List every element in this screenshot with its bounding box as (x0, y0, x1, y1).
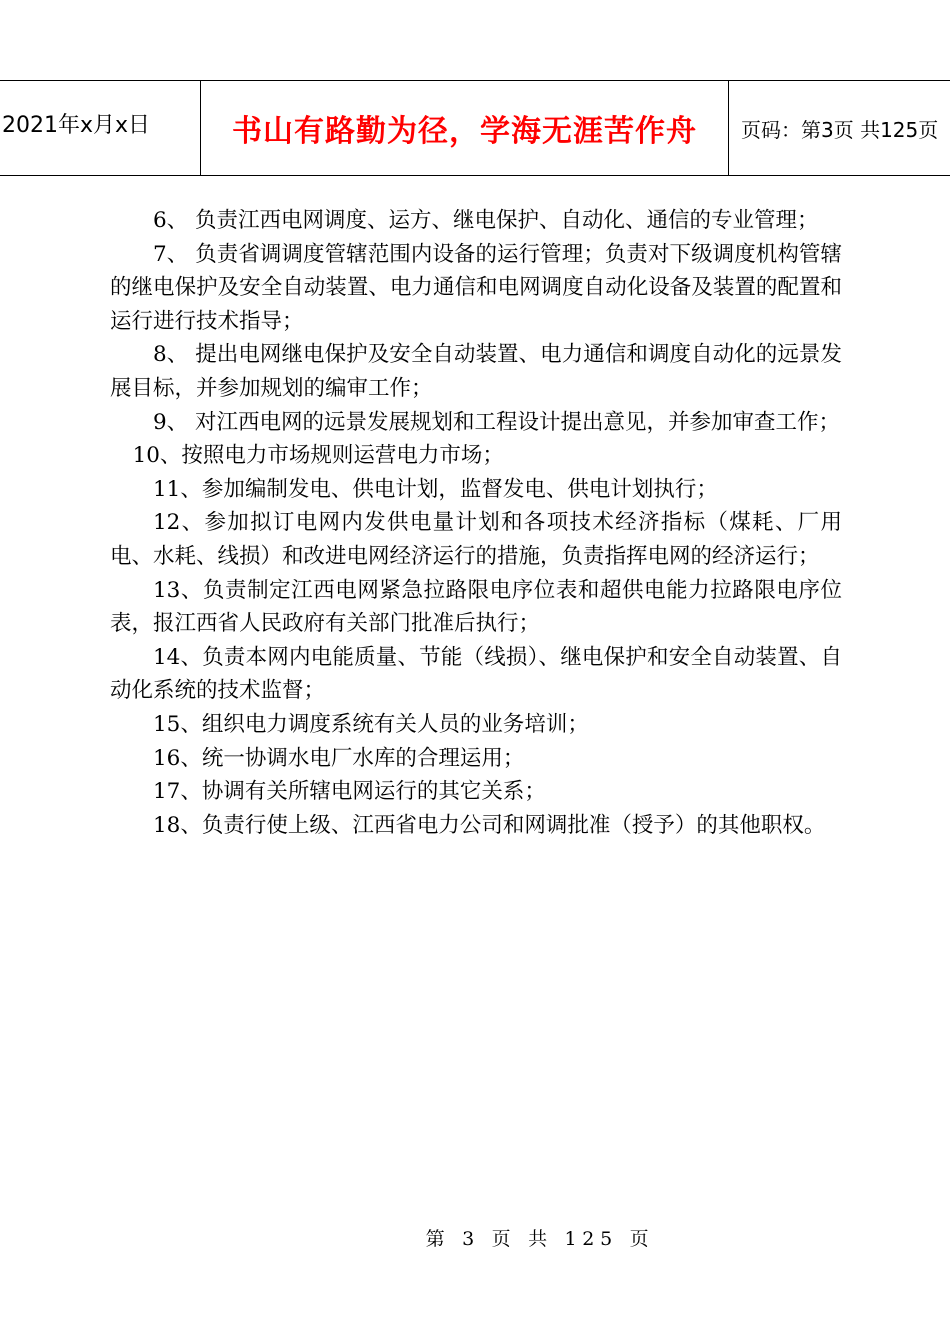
header-motto: 书山有路勤为径，学海无涯苦作舟 (201, 81, 729, 175)
paragraph-9: 9、 对江西电网的远景发展规划和工程设计提出意见，并参加审查工作； (153, 409, 841, 435)
paragraph-8: 8、 提出电网继电保护及安全自动装置、电力通信和调度自动化的远景发展目标，并参加规划的编审工作； (110, 342, 842, 401)
paragraph-10: 10、按照电力市场规则运营电力市场； (132, 443, 504, 469)
paragraph-15: 15、组织电力调度系统有关人员的业务培训； (153, 711, 589, 737)
paragraph-14: 14、负责本网内电能质量、节能（线损）、继电保护和安全自动装置、自动化系统的技术监督； (110, 644, 842, 704)
page-header (0, 80, 950, 176)
paragraph-6: 6、 负责江西电网调度、运方、继电保护、自动化、通信的专业管理； (153, 208, 819, 233)
paragraph-12: 12、参加拟订电网内发供电量计划和各项技术经济指标（煤耗、厂用电、水耗、线损）和改进电网经济运行的措施，负责指挥电网的经济运行； (110, 510, 842, 569)
document-body (110, 204, 842, 842)
paragraph-13: 13、负责制定江西电网紧急拉路限电序位表和超供电能力拉路限电序位表，报江西省人民政府有关部门批准后执行； (110, 577, 842, 637)
header-page-number: 页码：第3页 共125页 (741, 117, 939, 142)
paragraph-7: 7、 负责省调调度管辖范围内设备的运行管理；负责对下级调度机构管辖的继电保护及安全自动装置、电力通信和电网调度自动化设备及装置的配置和运行进行技术指导； (110, 241, 842, 334)
paragraph-17: 17、协调有关所辖电网运行的其它关系； (153, 779, 546, 805)
paragraph-18: 18、负责行使上级、江西省电力公司和网调批准（授予）的其他职权。 (153, 812, 826, 838)
page-footer: 第 3 页 共 125 页 (425, 1228, 655, 1250)
paragraph-11: 11、参加编制发电、供电计划，监督发电、供电计划执行； (153, 476, 718, 502)
header-date: 2021年x月x日 (0, 81, 201, 175)
paragraph-16: 16、统一协调水电厂水库的合理运用； (153, 745, 525, 771)
